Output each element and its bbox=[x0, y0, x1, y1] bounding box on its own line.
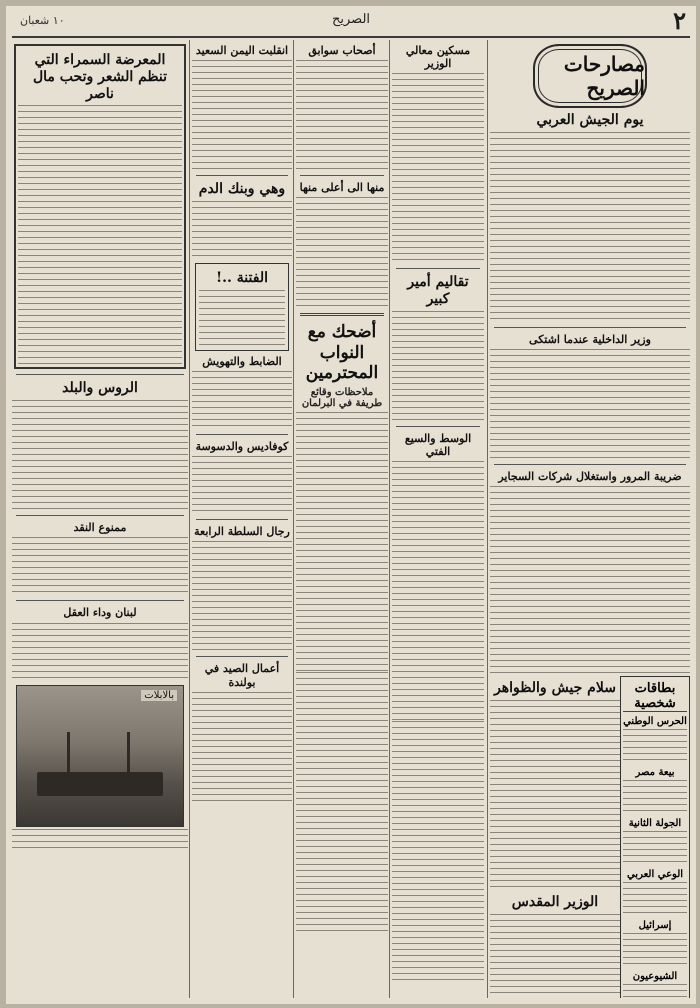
column-rule bbox=[487, 40, 488, 998]
article-headline: تقاليم أمير كبير bbox=[407, 274, 469, 308]
sidebar-body bbox=[623, 933, 687, 967]
sidebar-section: بيعة مصر bbox=[635, 767, 675, 779]
article-body bbox=[490, 132, 690, 322]
divider bbox=[494, 327, 686, 328]
article-headline: انقلبت اليمن السعيد bbox=[195, 44, 289, 57]
ship-silhouette bbox=[37, 772, 163, 796]
column-rule bbox=[293, 40, 294, 998]
paper-name: الصريح bbox=[331, 12, 371, 27]
photo-tag: بالابلات bbox=[141, 690, 177, 701]
divider bbox=[300, 175, 384, 176]
lower-section bbox=[490, 676, 690, 998]
sidebar-section: الجولة الثانية bbox=[628, 818, 682, 830]
divider bbox=[196, 434, 288, 435]
divider bbox=[300, 313, 384, 316]
article-body bbox=[296, 197, 388, 307]
article-headline: الضابط والتهويش bbox=[202, 354, 282, 368]
article-body bbox=[296, 60, 388, 170]
article-body bbox=[192, 201, 292, 259]
article-body bbox=[490, 486, 690, 676]
article-body bbox=[392, 721, 484, 981]
article-headline: ضريبة المرور واستغلال شركات السجاير bbox=[498, 469, 682, 483]
divider bbox=[396, 426, 480, 427]
article-headline: الوسط والسيع الفتي bbox=[404, 431, 472, 459]
article-body bbox=[296, 672, 388, 932]
header-rule bbox=[12, 36, 690, 38]
article-body bbox=[192, 456, 292, 514]
column-5 bbox=[12, 40, 188, 998]
article-headline: لبنان وداء العقل bbox=[63, 606, 137, 620]
column-rule bbox=[189, 40, 190, 998]
article-body bbox=[12, 400, 188, 510]
sidebar-body bbox=[623, 882, 687, 916]
article-headline: وزير الداخلية عندما اشتكى bbox=[529, 332, 651, 346]
article-headline: رجال السلطة الرابعة bbox=[194, 525, 290, 539]
article-headline: أصحاب سوابق bbox=[308, 44, 376, 57]
issue-date: ١٠ شعبان bbox=[20, 14, 65, 27]
sidebar-section: إسرائيل bbox=[638, 920, 672, 932]
sidebar-body bbox=[623, 831, 687, 865]
sidebar-section: الحرس الوطني bbox=[623, 716, 687, 728]
article-headline: سلام جيش والظواهر bbox=[494, 680, 616, 697]
sidebar-body bbox=[623, 984, 687, 998]
divider bbox=[196, 175, 288, 176]
newspaper-page bbox=[6, 6, 696, 1004]
lower-articles bbox=[490, 676, 620, 998]
page-header bbox=[6, 6, 696, 34]
column-4 bbox=[192, 40, 292, 998]
article-body bbox=[490, 700, 620, 890]
divider bbox=[16, 374, 184, 375]
article-body bbox=[296, 412, 388, 672]
article-body bbox=[192, 60, 292, 170]
featured-subheadline: ملاحظات وقائع طريفة في البرلمان bbox=[301, 386, 383, 409]
news-photo bbox=[16, 685, 184, 827]
article-body bbox=[192, 371, 292, 429]
article-body bbox=[12, 537, 188, 595]
article-headline: وهي وبنك الدم bbox=[198, 181, 286, 198]
column-1 bbox=[490, 40, 690, 998]
sidebar-body bbox=[623, 780, 687, 814]
divider bbox=[196, 656, 288, 657]
ship-mast bbox=[127, 732, 130, 772]
article-body bbox=[392, 311, 484, 421]
article-body bbox=[192, 692, 292, 802]
column-2 bbox=[392, 40, 484, 998]
article-headline: يوم الجيش العربي bbox=[536, 112, 644, 128]
article-headline: المعرضة السمراء التي تنظم الشعر وتحب مال ناصر bbox=[32, 52, 168, 102]
article-headline: أعمال الصيد في بولندة bbox=[204, 662, 280, 689]
featured-article bbox=[14, 44, 186, 369]
divider bbox=[196, 519, 288, 520]
masthead-logo: مصارحات الصريح bbox=[533, 44, 647, 108]
divider bbox=[16, 600, 184, 601]
sidebar-section: الشيوعيون bbox=[632, 971, 678, 983]
article-headline: منها الى أعلى منها bbox=[299, 181, 385, 195]
article-body bbox=[490, 914, 620, 998]
personal-cards-box bbox=[620, 676, 690, 998]
ship-mast bbox=[67, 732, 70, 772]
sidebar-body bbox=[623, 729, 687, 763]
article-body bbox=[18, 105, 182, 365]
photo-caption bbox=[12, 829, 188, 851]
divider bbox=[494, 464, 686, 465]
article-headline: كوفاديس والدسوسة bbox=[195, 439, 289, 453]
sidebar-section: الوعي العربي bbox=[626, 869, 684, 881]
divider bbox=[16, 515, 184, 516]
column-rule bbox=[389, 40, 390, 998]
article-headline: الوزير المقدس bbox=[511, 893, 599, 910]
article-headline: الروس والبلد bbox=[62, 380, 138, 397]
article-headline: الفتنة ..! bbox=[216, 269, 268, 286]
divider bbox=[396, 268, 480, 269]
article-body bbox=[490, 349, 690, 459]
boxed-article bbox=[195, 263, 289, 351]
featured-headline: أضحك مع النواب المحترمين bbox=[305, 322, 379, 384]
article-body bbox=[199, 290, 285, 348]
article-headline: مسكين معالي الوزير bbox=[405, 44, 471, 71]
article-body bbox=[392, 461, 484, 721]
article-body bbox=[12, 623, 188, 681]
article-headline: ممنوع النقد bbox=[73, 521, 127, 535]
personal-cards-title: بطاقات شخصية bbox=[623, 681, 687, 712]
article-body bbox=[192, 541, 292, 651]
column-3 bbox=[296, 40, 388, 998]
article-body bbox=[392, 73, 484, 263]
page-number: ٢ bbox=[673, 6, 686, 35]
